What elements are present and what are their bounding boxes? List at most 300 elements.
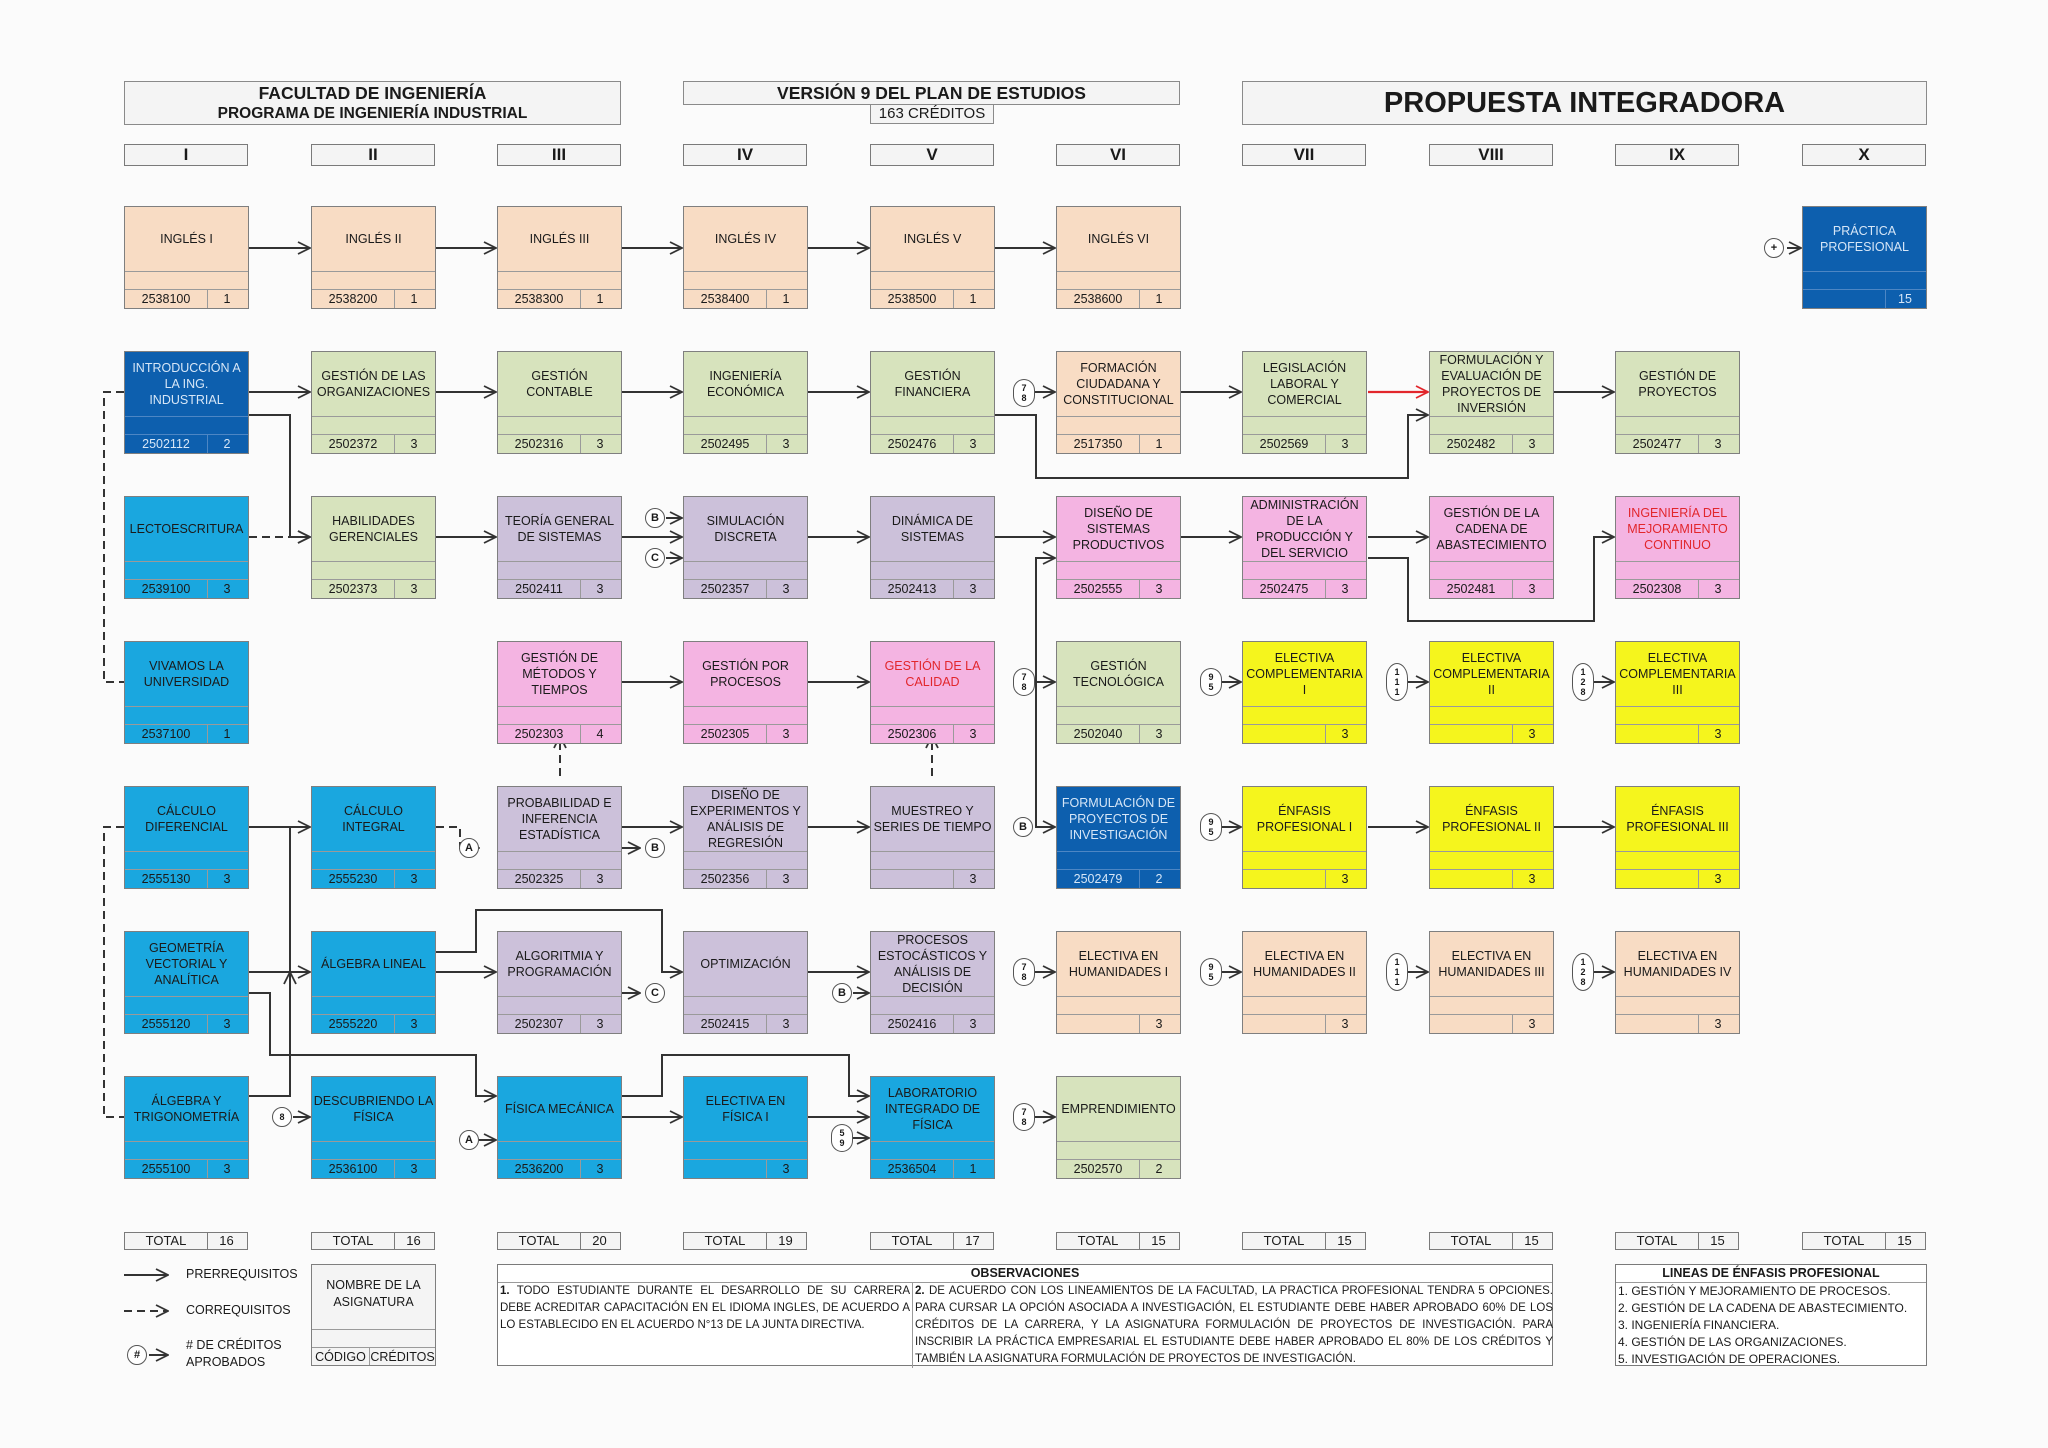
legend-credits-line1: # DE CRÉDITOS <box>186 1338 282 1352</box>
credits-marker-95-electiva1 <box>1200 668 1222 696</box>
course-name: SIMULACIÓN DISCRETA <box>706 514 785 544</box>
course-name: INGLÉS IV <box>714 232 777 246</box>
course-credits: 3 <box>206 1014 248 1033</box>
course-name: GESTIÓN DE LA CADENA DE ABASTECIMIENTO <box>1436 506 1547 552</box>
course-code: 2538500 <box>871 289 954 308</box>
course-calculo-diferencial[interactable] <box>124 786 249 889</box>
marker-digit: 8 <box>1021 682 1027 692</box>
total-semester-x <box>1802 1232 1926 1250</box>
course-gestion-organizaciones[interactable] <box>311 351 436 454</box>
course-fisica-mecanica[interactable] <box>497 1076 622 1179</box>
course-enfasis-profesional-iii[interactable] <box>1615 786 1740 889</box>
legend-box-code: CÓDIGO <box>312 1347 370 1365</box>
total-semester-v <box>870 1232 994 1250</box>
course-electiva-fisica[interactable] <box>683 1076 808 1179</box>
course-electiva-complementaria-iii[interactable] <box>1615 641 1740 744</box>
course-name: GESTIÓN DE LA CALIDAD <box>884 659 981 689</box>
marker-digit: 1 <box>1394 977 1400 987</box>
course-gestion-procesos[interactable] <box>683 641 808 744</box>
total-value: 17 <box>965 1233 980 1248</box>
course-habilidades-gerenciales[interactable] <box>311 496 436 599</box>
course-formacion-ciudadana[interactable] <box>1056 351 1181 454</box>
total-label: TOTAL <box>498 1233 581 1249</box>
course-code: 2536100 <box>312 1159 395 1178</box>
course-algebra-lineal[interactable] <box>311 931 436 1034</box>
course-code: 2502569 <box>1243 434 1326 453</box>
course-name: PROBABILIDAD E INFERENCIA ESTADÍSTICA <box>507 796 612 842</box>
emphasis-item: 3. INGENIERÍA FINANCIERA. <box>1618 1318 1780 1332</box>
emphasis-item: 4. GESTIÓN DE LAS ORGANIZACIONES. <box>1618 1335 1847 1349</box>
course-code: 2502112 <box>125 434 208 453</box>
semester-header-x: X <box>1802 144 1926 166</box>
course-mejoramiento-continuo[interactable] <box>1615 496 1740 599</box>
course-code: 2502316 <box>498 434 581 453</box>
course-credits: 2 <box>1138 1159 1180 1178</box>
course-simulacion-discreta[interactable] <box>683 496 808 599</box>
total-label: TOTAL <box>1803 1233 1886 1249</box>
total-label: TOTAL <box>312 1233 395 1249</box>
course-code: 2502325 <box>498 869 581 888</box>
course-name: LECTOESCRITURA <box>129 522 244 536</box>
course-electiva-humanidades-iii[interactable] <box>1429 931 1554 1034</box>
course-gestion-contable[interactable] <box>497 351 622 454</box>
credits-marker-78-humanidades1 <box>1013 958 1035 986</box>
course-credits: 15 <box>1884 289 1926 308</box>
marker-digit: 7 <box>1021 962 1027 972</box>
course-name: VIVAMOS LA UNIVERSIDAD <box>143 659 230 689</box>
course-code: 2502495 <box>684 434 767 453</box>
course-code: 2502570 <box>1057 1159 1140 1178</box>
course-code: 2502413 <box>871 579 954 598</box>
course-credits: 2 <box>206 434 248 453</box>
course-credits: 3 <box>1511 579 1553 598</box>
course-name: INGLÉS II <box>345 232 402 246</box>
total-value: 15 <box>1897 1233 1912 1248</box>
course-code: 2502415 <box>684 1014 767 1033</box>
legend-hash-marker: # <box>127 1345 147 1365</box>
course-code: 2502416 <box>871 1014 954 1033</box>
course-credits: 3 <box>393 869 435 888</box>
course-name: GESTIÓN CONTABLE <box>526 369 593 399</box>
course-credits: 3 <box>1511 1014 1553 1033</box>
total-label: TOTAL <box>1243 1233 1326 1249</box>
observation-2 <box>912 1283 1553 1368</box>
total-semester-iii <box>497 1232 621 1250</box>
marker-digit: 1 <box>1580 667 1586 677</box>
total-value: 16 <box>219 1233 234 1248</box>
marker-digit: 7 <box>1021 383 1027 393</box>
course-name: ELECTIVA EN FÍSICA I <box>705 1094 786 1124</box>
course-code: 2502555 <box>1057 579 1140 598</box>
course-name: MUESTREO Y SERIES DE TIEMPO <box>873 804 992 834</box>
course-credits: 3 <box>393 434 435 453</box>
course-name: ELECTIVA EN HUMANIDADES II <box>1253 949 1356 979</box>
semester-header-viii: VIII <box>1429 144 1553 166</box>
semester-header-ii: II <box>311 144 435 166</box>
course-electiva-humanidades-iv[interactable] <box>1615 931 1740 1034</box>
semester-header-iv: IV <box>683 144 807 166</box>
credits-marker-59-lab <box>831 1124 853 1152</box>
course-code <box>1430 724 1513 743</box>
course-name: GEOMETRÍA VECTORIAL Y ANALÍTICA <box>145 941 228 987</box>
total-semester-viii <box>1429 1232 1553 1250</box>
course-code: 2555220 <box>312 1014 395 1033</box>
semester-header-iii: III <box>497 144 621 166</box>
course-credits: 3 <box>1324 724 1366 743</box>
connector-B-forminv: B <box>1013 817 1033 837</box>
course-credits: 3 <box>1511 724 1553 743</box>
observation-2-text: DE ACUERDO CON LOS LINEAMIENTOS DE LA FACULTAD, LA PRACTICA PROFESIONAL TENDRA 5 OPCIONES. PARA CURSAR LA OPCIÓN ASOCIADA A INVESTIGACIÓN, EL ESTUDIANTE DEBE HABER APROBADO 60% DE LOS CRÉDITOS DE LA CARRERA, Y LA ASIGNATURA FORMULACIÓN DE PROYECTOS DE INVESTIGACIÓN. PARA INSCRIBIR LA PRÁCTICA EMPRESARIAL EL ESTUDIANTE DEBE HABER APROBADO EL 80% DE LOS CRÉDITOS Y TAMBIÉN LA ASIGNATURA FORMULACIÓN DE PROYECTOS DE INVESTIGACIÓN. <box>915 1285 1553 1365</box>
course-algebra-trigonometria[interactable] <box>124 1076 249 1179</box>
total-label: TOTAL <box>1057 1233 1140 1249</box>
legend-box-credits: CRÉDITOS <box>370 1347 435 1365</box>
total-semester-vii <box>1242 1232 1366 1250</box>
course-credits: 1 <box>1138 434 1180 453</box>
marker-digit: 5 <box>1208 827 1214 837</box>
course-ingles-iii[interactable] <box>497 206 622 309</box>
course-ingles-vi[interactable] <box>1056 206 1181 309</box>
course-credits: 3 <box>1697 724 1739 743</box>
course-code <box>1803 289 1886 308</box>
marker-digit: 9 <box>839 1138 845 1148</box>
course-name: EMPRENDIMIENTO <box>1061 1102 1176 1116</box>
course-name: GESTIÓN TECNOLÓGICA <box>1073 659 1164 689</box>
course-electiva-humanidades-i[interactable] <box>1056 931 1181 1034</box>
course-credits: 4 <box>579 724 621 743</box>
course-name: ALGORITMIA Y PROGRAMACIÓN <box>507 949 612 979</box>
total-value: 15 <box>1524 1233 1539 1248</box>
course-credits: 3 <box>1697 579 1739 598</box>
course-credits: 3 <box>765 579 807 598</box>
course-code <box>1616 869 1699 888</box>
course-name: DISEÑO DE SISTEMAS PRODUCTIVOS <box>1072 506 1165 552</box>
course-name: ELECTIVA EN HUMANIDADES III <box>1438 949 1545 979</box>
course-credits: 1 <box>393 289 435 308</box>
legend-box-name-line1: NOMBRE DE LA <box>326 1278 421 1292</box>
course-code: 2502303 <box>498 724 581 743</box>
course-code <box>1243 724 1326 743</box>
course-name: GESTIÓN FINANCIERA <box>894 369 971 399</box>
course-name: CÁLCULO INTEGRAL <box>342 804 405 834</box>
course-cadena-abastecimiento[interactable] <box>1429 496 1554 599</box>
course-ingles-iv[interactable] <box>683 206 808 309</box>
total-value: 15 <box>1710 1233 1725 1248</box>
course-code: 2538300 <box>498 289 581 308</box>
course-name: ELECTIVA EN HUMANIDADES I <box>1068 949 1169 979</box>
marker-digit: 5 <box>839 1128 845 1138</box>
course-ingles-ii[interactable] <box>311 206 436 309</box>
course-credits: 3 <box>765 869 807 888</box>
course-electiva-complementaria-i[interactable] <box>1242 641 1367 744</box>
course-credits: 3 <box>765 724 807 743</box>
total-value: 15 <box>1337 1233 1352 1248</box>
course-enfasis-profesional-ii[interactable] <box>1429 786 1554 889</box>
course-credits: 3 <box>765 434 807 453</box>
course-name: PROCESOS ESTOCÁSTICOS Y ANÁLISIS DE DECISIÓN <box>877 933 988 995</box>
course-credits: 3 <box>952 579 994 598</box>
course-credits: 3 <box>1324 434 1366 453</box>
total-value: 16 <box>406 1233 421 1248</box>
course-code: 2555120 <box>125 1014 208 1033</box>
course-name: ADMINISTRACIÓN DE LA PRODUCCIÓN Y DEL SERVICIO <box>1250 498 1359 560</box>
course-credits: 1 <box>952 1159 994 1178</box>
course-name: INGENIERÍA ECONÓMICA <box>706 369 785 399</box>
course-credits: 2 <box>1138 869 1180 888</box>
course-administracion-produccion[interactable] <box>1242 496 1367 599</box>
course-ingenieria-economica[interactable] <box>683 351 808 454</box>
course-name: GESTIÓN DE MÉTODOS Y TIEMPOS <box>520 651 599 697</box>
course-code: 2502411 <box>498 579 581 598</box>
course-name: ELECTIVA COMPLEMENTARIA II <box>1433 651 1550 697</box>
credits-marker-plus: + <box>1764 238 1784 258</box>
marker-digit: 1 <box>1580 957 1586 967</box>
total-semester-vi <box>1056 1232 1180 1250</box>
legend-box-name-line2: ASIGNATURA <box>333 1295 414 1309</box>
connector-A-calculo: A <box>459 838 479 858</box>
course-code: 2502481 <box>1430 579 1513 598</box>
observation-1-number: 1. <box>500 1285 510 1297</box>
marker-digit: 8 <box>1580 687 1586 697</box>
total-label: TOTAL <box>871 1233 954 1249</box>
course-name: DISEÑO DE EXPERIMENTOS Y ANÁLISIS DE REGRESIÓN <box>690 788 801 850</box>
course-diseno-experimentos[interactable] <box>683 786 808 889</box>
course-name: ÉNFASIS PROFESIONAL I <box>1256 804 1353 834</box>
observations-panel <box>497 1264 1553 1366</box>
course-credits: 3 <box>1511 434 1553 453</box>
course-name: HABILIDADES GERENCIALES <box>329 514 418 544</box>
course-credits: 3 <box>952 869 994 888</box>
course-credits: 3 <box>952 1014 994 1033</box>
course-credits: 1 <box>579 289 621 308</box>
course-credits: 3 <box>765 1014 807 1033</box>
course-vivamos-universidad[interactable] <box>124 641 249 744</box>
faculty-title: FACULTAD DE INGENIERÍA <box>258 83 487 103</box>
emphasis-item: 2. GESTIÓN DE LA CADENA DE ABASTECIMIENTO. <box>1618 1301 1908 1315</box>
coreq-intro-vivamos <box>104 392 124 682</box>
observations-title: OBSERVACIONES <box>498 1265 1552 1283</box>
course-credits: 3 <box>206 1159 248 1178</box>
course-legislacion-laboral[interactable] <box>1242 351 1367 454</box>
course-gestion-calidad[interactable] <box>870 641 995 744</box>
course-gestion-tecnologica[interactable] <box>1056 641 1181 744</box>
course-credits: 3 <box>579 869 621 888</box>
total-semester-ix <box>1615 1232 1739 1250</box>
course-code: 2502305 <box>684 724 767 743</box>
marker-digit: 1 <box>1394 667 1400 677</box>
semester-header-i: I <box>124 144 248 166</box>
course-name: ELECTIVA COMPLEMENTARIA III <box>1619 651 1736 697</box>
course-name: INGLÉS VI <box>1087 232 1150 246</box>
course-name: ÁLGEBRA LINEAL <box>321 957 426 971</box>
course-code: 2555230 <box>312 869 395 888</box>
course-gestion-financiera[interactable] <box>870 351 995 454</box>
arrow-tecnologica-diseno <box>1036 558 1055 827</box>
proposal-title: PROPUESTA INTEGRADORA <box>1383 87 1786 119</box>
marker-digit: 9 <box>1208 672 1214 682</box>
emphasis-item: 5. INVESTIGACIÓN DE OPERACIONES. <box>1618 1352 1841 1366</box>
course-introduccion[interactable] <box>124 351 249 454</box>
course-name: LEGISLACIÓN LABORAL Y COMERCIAL <box>1262 361 1347 407</box>
course-code: 2502306 <box>871 724 954 743</box>
course-name: ÁLGEBRA Y TRIGONOMETRÍA <box>133 1094 240 1124</box>
total-label: TOTAL <box>1430 1233 1513 1249</box>
course-descubriendo-fisica[interactable] <box>311 1076 436 1179</box>
semester-header-ix: IX <box>1615 144 1739 166</box>
legend-credits-approved <box>186 1337 282 1371</box>
course-credits: 3 <box>1511 869 1553 888</box>
course-practica-profesional[interactable] <box>1802 206 1927 309</box>
course-name: ELECTIVA COMPLEMENTARIA I <box>1246 651 1363 697</box>
course-muestreo-series[interactable] <box>870 786 995 889</box>
marker-digit: 7 <box>1021 672 1027 682</box>
course-credits: 3 <box>579 1159 621 1178</box>
total-value: 15 <box>1151 1233 1166 1248</box>
legend-corequisites: CORREQUISITOS <box>186 1303 291 1317</box>
course-code <box>1430 869 1513 888</box>
course-probabilidad-inferencia[interactable] <box>497 786 622 889</box>
course-metodos-tiempos[interactable] <box>497 641 622 744</box>
course-code: 2502307 <box>498 1014 581 1033</box>
observation-1 <box>500 1283 910 1334</box>
course-code: 2502372 <box>312 434 395 453</box>
course-credits: 3 <box>1324 1014 1366 1033</box>
total-semester-iv <box>683 1232 807 1250</box>
course-credits: 3 <box>952 434 994 453</box>
course-name: GESTIÓN DE PROYECTOS <box>1638 369 1717 399</box>
course-code: 2538600 <box>1057 289 1140 308</box>
course-credits: 3 <box>1697 869 1739 888</box>
connector-C-algoritmia: C <box>645 983 665 1003</box>
course-laboratorio-fisica[interactable] <box>870 1076 995 1179</box>
connector-C-simulacion: C <box>645 548 665 568</box>
course-name: FORMULACIÓN DE PROYECTOS DE INVESTIGACIÓN <box>1061 796 1176 842</box>
course-credits: 1 <box>206 289 248 308</box>
course-name: INGLÉS III <box>529 232 590 246</box>
marker-digit: 8 <box>1021 972 1027 982</box>
marker-digit: 5 <box>1208 682 1214 692</box>
course-name: OPTIMIZACIÓN <box>700 957 791 971</box>
total-semester-ii <box>311 1232 435 1250</box>
course-dinamica-sistemas[interactable] <box>870 496 995 599</box>
course-name: ÉNFASIS PROFESIONAL III <box>1626 804 1729 834</box>
course-credits: 3 <box>765 1159 807 1178</box>
course-optimizacion[interactable] <box>683 931 808 1034</box>
semester-header-vii: VII <box>1242 144 1366 166</box>
course-diseno-sistemas-productivos[interactable] <box>1056 496 1181 599</box>
course-name: ELECTIVA EN HUMANIDADES IV <box>1623 949 1732 979</box>
marker-digit: 7 <box>1021 1107 1027 1117</box>
course-credits: 1 <box>765 289 807 308</box>
emphasis-item: 1. GESTIÓN Y MEJORAMIENTO DE PROCESOS. <box>1618 1284 1891 1298</box>
course-credits: 3 <box>206 869 248 888</box>
course-code: 2502356 <box>684 869 767 888</box>
course-lectoescritura[interactable] <box>124 496 249 599</box>
connector-B-probabilidad: B <box>645 838 665 858</box>
total-label: TOTAL <box>125 1233 208 1249</box>
emphasis-title: LINEAS DE ÉNFASIS PROFESIONAL <box>1616 1265 1926 1283</box>
course-code: 2538400 <box>684 289 767 308</box>
course-name: LABORATORIO INTEGRADO DE FÍSICA <box>884 1086 981 1132</box>
total-label: TOTAL <box>1616 1233 1699 1249</box>
course-credits: 3 <box>1697 434 1739 453</box>
course-ingles-i[interactable] <box>124 206 249 309</box>
marker-digit: 1 <box>1394 677 1400 687</box>
marker-digit: 2 <box>1580 967 1586 977</box>
marker-digit: 1 <box>1394 687 1400 697</box>
course-formulacion-proyectos-inversion[interactable] <box>1429 351 1554 454</box>
course-emprendimiento[interactable] <box>1056 1076 1181 1179</box>
credits-marker-95-humanidades2 <box>1200 958 1222 986</box>
course-code <box>1430 1014 1513 1033</box>
course-gestion-proyectos[interactable] <box>1615 351 1740 454</box>
course-name: INTRODUCCIÓN A LA ING. INDUSTRIAL <box>132 361 241 407</box>
marker-digit: 2 <box>1580 677 1586 687</box>
course-credits: 3 <box>1324 579 1366 598</box>
program-title: PROGRAMA DE INGENIERÍA INDUSTRIAL <box>217 105 528 122</box>
course-credits: 3 <box>579 1014 621 1033</box>
course-code: 2536504 <box>871 1159 954 1178</box>
marker-digit: 9 <box>1208 817 1214 827</box>
course-code <box>1243 869 1326 888</box>
course-name: FORMACIÓN CIUDADANA Y CONSTITUCIONAL <box>1063 361 1174 407</box>
marker-digit: 9 <box>1208 962 1214 972</box>
course-name: FÍSICA MECÁNICA <box>504 1102 615 1116</box>
marker-digit: 8 <box>1021 393 1027 403</box>
total-value: 19 <box>778 1233 793 1248</box>
semester-header-vi: VI <box>1056 144 1180 166</box>
course-code: 2502476 <box>871 434 954 453</box>
course-geometria-vectorial[interactable] <box>124 931 249 1034</box>
course-credits: 1 <box>1138 289 1180 308</box>
course-ingles-v[interactable] <box>870 206 995 309</box>
course-electiva-humanidades-ii[interactable] <box>1242 931 1367 1034</box>
course-name: CÁLCULO DIFERENCIAL <box>145 804 228 834</box>
course-name: INGENIERÍA DEL MEJORAMIENTO CONTINUO <box>1627 506 1728 552</box>
course-credits: 1 <box>206 724 248 743</box>
credits-marker-78-emprendimiento <box>1013 1103 1035 1131</box>
course-credits: 3 <box>1324 869 1366 888</box>
arrow-intro-habilidades <box>249 415 310 537</box>
course-name: PRÁCTICA PROFESIONAL <box>1820 224 1909 254</box>
course-name: DESCUBRIENDO LA FÍSICA <box>313 1094 434 1124</box>
course-enfasis-profesional-i[interactable] <box>1242 786 1367 889</box>
legend-credits-line2: APROBADOS <box>186 1355 266 1369</box>
connector-A-fisica: A <box>459 1130 479 1150</box>
course-calculo-integral[interactable] <box>311 786 436 889</box>
course-code <box>871 869 954 888</box>
course-code: 2536200 <box>498 1159 581 1178</box>
total-value: 20 <box>592 1233 607 1248</box>
emphasis-panel <box>1615 1264 1927 1366</box>
course-algoritmia-programacion[interactable] <box>497 931 622 1034</box>
total-label: TOTAL <box>684 1233 767 1249</box>
observation-1-text: TODO ESTUDIANTE DURANTE EL DESARROLLO DE SU CARRERA DEBE ACREDITAR CAPACITACIÓN EN EL IDIOMA INGLES, DE ACUERDO A LO ESTABLECIDO EN EL ACUERDO N°13 DE LA JUNTA DIRECTIVA. <box>500 1285 910 1331</box>
course-formulacion-investigacion[interactable] <box>1056 786 1181 889</box>
version-title: VERSIÓN 9 DEL PLAN DE ESTUDIOS <box>777 83 1086 103</box>
course-name: FORMULACIÓN Y EVALUACIÓN DE PROYECTOS DE INVERSIÓN <box>1439 353 1544 415</box>
credits-marker-78 <box>1013 379 1035 407</box>
course-credits: 3 <box>393 579 435 598</box>
course-electiva-complementaria-ii[interactable] <box>1429 641 1554 744</box>
course-procesos-estocasticos[interactable] <box>870 931 995 1034</box>
course-credits: 3 <box>393 1159 435 1178</box>
course-name: GESTIÓN DE LAS ORGANIZACIONES <box>316 369 431 399</box>
course-code: 2502479 <box>1057 869 1140 888</box>
course-code: 2502373 <box>312 579 395 598</box>
course-code <box>684 1159 767 1178</box>
course-teoria-general-sistemas[interactable] <box>497 496 622 599</box>
course-name: INGLÉS V <box>903 232 962 246</box>
